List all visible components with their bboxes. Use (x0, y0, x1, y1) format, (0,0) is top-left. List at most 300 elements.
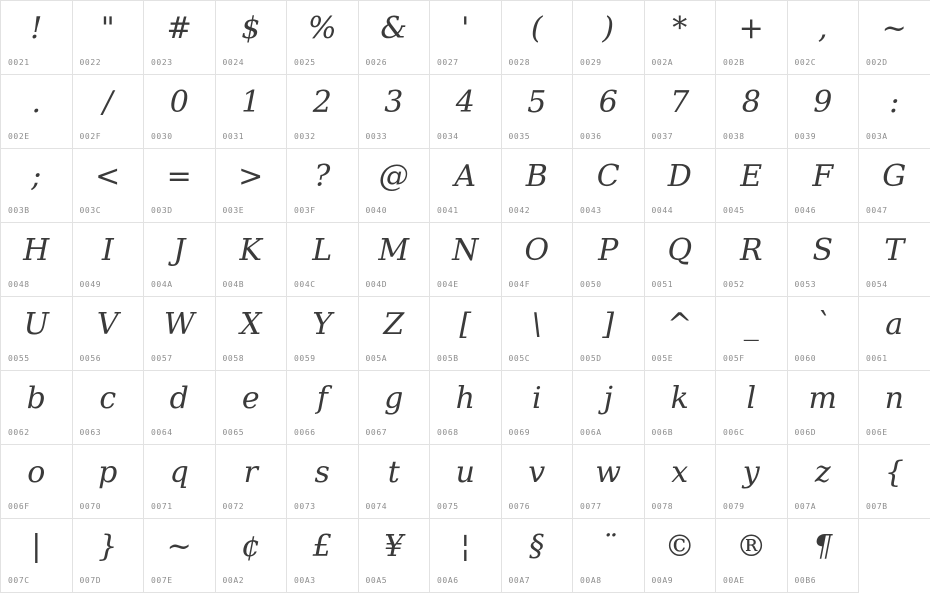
glyph-character: r (243, 455, 258, 490)
glyph-character: Z (383, 307, 405, 342)
glyph-cell[interactable] (73, 1, 145, 75)
glyph-codepoint: 0055 (8, 354, 30, 363)
glyph-character: v (528, 455, 546, 490)
glyph-codepoint: 0035 (508, 132, 531, 141)
glyph-character: © (664, 529, 695, 564)
glyph-character: N (452, 233, 479, 268)
glyph-character: s (314, 455, 330, 490)
glyph-character: c (99, 381, 117, 416)
glyph-codepoint: 0051 (651, 280, 674, 289)
glyph-cell[interactable] (645, 297, 717, 371)
glyph-codepoint: 0028 (508, 58, 531, 67)
glyph-cell[interactable] (359, 223, 431, 297)
glyph-codepoint: 004D (365, 280, 388, 289)
glyph-character: P (598, 233, 619, 268)
glyph-cell[interactable] (430, 445, 502, 519)
glyph-codepoint: 002E (8, 132, 30, 141)
glyph-character: W (163, 307, 195, 342)
glyph-character: l (746, 381, 757, 416)
glyph-cell[interactable] (216, 371, 288, 445)
glyph-codepoint: 00AE (723, 576, 745, 585)
glyph-cell[interactable] (788, 445, 860, 519)
glyph-character: : (889, 85, 900, 120)
glyph-codepoint: 0049 (79, 280, 102, 289)
glyph-codepoint: 00B6 (794, 576, 817, 585)
glyph-character: ¶ (813, 529, 833, 564)
glyph-character: ~ (881, 11, 907, 46)
glyph-character: ] (602, 307, 615, 342)
glyph-codepoint: 0072 (222, 502, 245, 511)
glyph-character: D (667, 159, 692, 194)
glyph-codepoint: 003C (79, 206, 102, 215)
glyph-cell[interactable] (144, 297, 216, 371)
glyph-cell[interactable] (573, 1, 645, 75)
glyph-cell[interactable] (502, 1, 574, 75)
glyph-codepoint: 0052 (723, 280, 745, 289)
glyph-codepoint: 0068 (437, 428, 459, 437)
glyph-cell[interactable] (430, 149, 502, 223)
glyph-character: + (738, 11, 764, 46)
glyph-codepoint: 0036 (580, 132, 602, 141)
glyph-cell[interactable] (788, 371, 860, 445)
glyph-cell[interactable] (359, 149, 431, 223)
glyph-cell[interactable] (430, 519, 502, 593)
glyph-character: B (525, 159, 548, 194)
glyph-cell[interactable] (359, 445, 431, 519)
glyph-character: { (884, 455, 904, 490)
glyph-codepoint: 003D (151, 206, 173, 215)
glyph-cell[interactable] (216, 75, 288, 149)
glyph-cell[interactable] (716, 519, 788, 593)
glyph-cell[interactable] (1, 445, 73, 519)
glyph-codepoint: 0029 (580, 58, 602, 67)
glyph-cell[interactable] (287, 297, 359, 371)
glyph-codepoint: 00A8 (580, 576, 602, 585)
glyph-codepoint: 004E (437, 280, 459, 289)
glyph-character: ` (815, 307, 831, 342)
glyph-character: 3 (384, 85, 404, 120)
glyph-codepoint: 0079 (723, 502, 745, 511)
glyph-cell[interactable] (573, 149, 645, 223)
glyph-codepoint: 002B (723, 58, 745, 67)
glyph-cell[interactable] (859, 445, 930, 519)
glyph-character: 7 (670, 85, 690, 120)
glyph-character: 2 (312, 85, 332, 120)
glyph-codepoint: 0060 (794, 354, 817, 363)
glyph-character: ¢ (241, 529, 261, 564)
glyph-codepoint: 0034 (437, 132, 459, 141)
glyph-character: q (169, 455, 189, 490)
glyph-codepoint: 0063 (79, 428, 102, 437)
glyph-character: % (307, 11, 337, 46)
glyph-cell[interactable] (1, 149, 73, 223)
glyph-character: T (884, 233, 905, 268)
glyph-character: / (102, 85, 113, 120)
glyph-cell[interactable] (573, 371, 645, 445)
glyph-character: K (239, 233, 262, 268)
glyph-codepoint: 0039 (794, 132, 817, 141)
glyph-character: e (241, 381, 260, 416)
glyph-cell[interactable] (859, 149, 930, 223)
glyph-cell[interactable] (216, 1, 288, 75)
glyph-cell[interactable] (573, 223, 645, 297)
glyph-codepoint: 0032 (294, 132, 316, 141)
glyph-codepoint: 0040 (365, 206, 388, 215)
glyph-codepoint: 0078 (651, 502, 674, 511)
glyph-cell[interactable] (430, 223, 502, 297)
glyph-cell[interactable] (73, 297, 145, 371)
glyph-character: d (169, 381, 189, 416)
glyph-codepoint: 004A (151, 280, 173, 289)
glyph-codepoint: 002A (651, 58, 674, 67)
glyph-codepoint: 006D (794, 428, 817, 437)
glyph-character: } (98, 529, 118, 564)
glyph-character: a (885, 307, 904, 342)
glyph-codepoint: 002C (794, 58, 817, 67)
glyph-cell[interactable] (73, 149, 145, 223)
glyph-cell[interactable] (216, 297, 288, 371)
glyph-codepoint: 0030 (151, 132, 173, 141)
glyph-character: Y (312, 307, 333, 342)
glyph-cell[interactable] (573, 445, 645, 519)
glyph-character: V (96, 307, 119, 342)
glyph-character: A (454, 159, 477, 194)
glyph-codepoint: 004F (508, 280, 531, 289)
glyph-character: ¥ (384, 529, 404, 564)
glyph-character: U (23, 307, 49, 342)
glyph-cell[interactable] (1, 75, 73, 149)
glyph-codepoint: 004B (222, 280, 245, 289)
glyph-cell[interactable] (73, 371, 145, 445)
glyph-cell[interactable] (502, 519, 574, 593)
glyph-cell[interactable] (144, 371, 216, 445)
glyph-codepoint: 00A6 (437, 576, 459, 585)
glyph-character: . (31, 85, 42, 120)
glyph-cell[interactable] (287, 519, 359, 593)
glyph-character: m (808, 381, 837, 416)
glyph-codepoint: 0058 (222, 354, 245, 363)
glyph-cell[interactable] (144, 75, 216, 149)
glyph-codepoint: 007C (8, 576, 30, 585)
glyph-character: I (101, 233, 114, 268)
glyph-cell[interactable] (716, 445, 788, 519)
glyph-character: ( (530, 11, 543, 46)
glyph-codepoint: 006A (580, 428, 602, 437)
glyph-cell[interactable] (645, 149, 717, 223)
glyph-character: X (240, 307, 262, 342)
glyph-character: ® (736, 529, 767, 564)
glyph-cell[interactable] (287, 75, 359, 149)
glyph-codepoint: 0024 (222, 58, 245, 67)
glyph-codepoint: 0033 (365, 132, 388, 141)
glyph-cell[interactable] (573, 297, 645, 371)
glyph-character: R (739, 233, 763, 268)
glyph-codepoint: 0022 (79, 58, 102, 67)
glyph-codepoint: 006C (723, 428, 745, 437)
glyph-cell[interactable] (144, 1, 216, 75)
glyph-cell[interactable] (1, 371, 73, 445)
glyph-character: [ (459, 307, 472, 342)
glyph-cell[interactable] (216, 519, 288, 593)
glyph-codepoint: 0064 (151, 428, 173, 437)
glyph-cell[interactable] (788, 297, 860, 371)
glyph-cell[interactable] (287, 223, 359, 297)
glyph-codepoint: 00A7 (508, 576, 531, 585)
glyph-character: y (742, 455, 760, 490)
glyph-character: ^ (667, 307, 693, 342)
glyph-codepoint: 0054 (866, 280, 888, 289)
glyph-character: ¨ (600, 529, 616, 564)
glyph-character: o (27, 455, 46, 490)
glyph-character: g (384, 381, 404, 416)
glyph-cell[interactable] (645, 445, 717, 519)
glyph-codepoint: 003E (222, 206, 245, 215)
glyph-codepoint: 0065 (222, 428, 245, 437)
glyph-codepoint: 0073 (294, 502, 316, 511)
glyph-codepoint: 0077 (580, 502, 602, 511)
glyph-codepoint: 006E (866, 428, 888, 437)
glyph-cell[interactable] (502, 223, 574, 297)
glyph-character: w (595, 455, 622, 490)
glyph-cell[interactable] (1, 297, 73, 371)
glyph-character: \ (531, 307, 542, 342)
glyph-cell[interactable] (73, 519, 145, 593)
glyph-cell[interactable] (502, 297, 574, 371)
glyph-codepoint: 0047 (866, 206, 888, 215)
glyph-character: n (884, 381, 904, 416)
glyph-character: * (672, 11, 688, 46)
glyph-cell[interactable] (859, 1, 930, 75)
glyph-character: z (814, 455, 831, 490)
glyph-cell[interactable] (359, 297, 431, 371)
glyph-cell[interactable] (144, 149, 216, 223)
glyph-character: $ (241, 11, 261, 46)
glyph-codepoint: 0066 (294, 428, 316, 437)
glyph-character: ' (461, 11, 470, 46)
glyph-character: E (740, 159, 763, 194)
glyph-cell[interactable] (1, 1, 73, 75)
glyph-character: G (882, 159, 907, 194)
glyph-codepoint: 003F (294, 206, 316, 215)
glyph-cell[interactable] (1, 519, 73, 593)
glyph-codepoint: 0042 (508, 206, 531, 215)
glyph-cell[interactable] (502, 75, 574, 149)
glyph-character: | (31, 529, 42, 564)
glyph-character: " (100, 11, 115, 46)
glyph-codepoint: 0056 (79, 354, 102, 363)
glyph-cell[interactable] (716, 149, 788, 223)
glyph-character: L (312, 233, 333, 268)
glyph-cell[interactable] (430, 75, 502, 149)
glyph-cell[interactable] (359, 519, 431, 593)
glyph-character: F (812, 159, 834, 194)
glyph-cell[interactable] (716, 371, 788, 445)
glyph-cell[interactable] (73, 445, 145, 519)
glyph-character: M (378, 233, 410, 268)
glyph-codepoint: 0027 (437, 58, 459, 67)
glyph-character: h (455, 381, 475, 416)
glyph-character: H (23, 233, 50, 268)
glyph-character: x (671, 455, 689, 490)
glyph-cell[interactable] (788, 223, 860, 297)
glyph-codepoint: 0062 (8, 428, 30, 437)
glyph-cell[interactable] (573, 75, 645, 149)
glyph-character: Q (667, 233, 693, 268)
glyph-cell[interactable] (359, 1, 431, 75)
glyph-character: £ (312, 529, 332, 564)
glyph-codepoint: 0067 (365, 428, 388, 437)
glyph-codepoint: 004C (294, 280, 316, 289)
glyph-character: ) (602, 11, 615, 46)
glyph-codepoint: 0048 (8, 280, 30, 289)
glyph-cell[interactable] (788, 1, 860, 75)
glyph-cell[interactable] (144, 445, 216, 519)
glyph-codepoint: 0041 (437, 206, 459, 215)
glyph-cell[interactable] (859, 75, 930, 149)
glyph-codepoint: 0031 (222, 132, 245, 141)
glyph-codepoint: 0021 (8, 58, 30, 67)
glyph-codepoint: 0053 (794, 280, 817, 289)
glyph-cell[interactable] (430, 1, 502, 75)
glyph-character: § (529, 529, 545, 564)
glyph-character: S (812, 233, 834, 268)
glyph-cell[interactable] (1, 223, 73, 297)
glyph-character: u (455, 455, 475, 490)
glyph-codepoint: 005B (437, 354, 459, 363)
glyph-codepoint: 0026 (365, 58, 388, 67)
glyph-character: t (387, 455, 400, 490)
glyph-codepoint: 0071 (151, 502, 173, 511)
glyph-character: ; (31, 159, 42, 194)
glyph-codepoint: 00A9 (651, 576, 674, 585)
glyph-codepoint: 0074 (365, 502, 388, 511)
glyph-cell[interactable] (359, 371, 431, 445)
glyph-codepoint: 006F (8, 502, 30, 511)
glyph-codepoint: 007A (794, 502, 817, 511)
glyph-codepoint: 0069 (508, 428, 531, 437)
glyph-cell[interactable] (144, 223, 216, 297)
glyph-character: , (817, 11, 828, 46)
glyph-codepoint: 007E (151, 576, 173, 585)
glyph-codepoint: 0046 (794, 206, 817, 215)
glyph-cell[interactable] (788, 75, 860, 149)
glyph-character: # (166, 11, 192, 46)
glyph-character: 9 (813, 85, 833, 120)
glyph-cell[interactable] (144, 519, 216, 593)
glyph-cell[interactable] (287, 1, 359, 75)
glyph-codepoint: 003A (866, 132, 888, 141)
glyph-cell[interactable] (502, 149, 574, 223)
glyph-cell[interactable] (859, 371, 930, 445)
glyph-codepoint: 0050 (580, 280, 602, 289)
glyph-cell[interactable] (502, 445, 574, 519)
glyph-cell[interactable] (430, 297, 502, 371)
glyph-cell[interactable] (216, 445, 288, 519)
glyph-character: 1 (241, 85, 261, 120)
glyph-cell[interactable] (287, 149, 359, 223)
glyph-cell[interactable] (645, 75, 717, 149)
glyph-character: 0 (169, 85, 189, 120)
glyph-cell[interactable] (287, 445, 359, 519)
glyph-character: 8 (741, 85, 761, 120)
glyph-character: ? (314, 159, 331, 194)
glyph-character: j (603, 381, 613, 416)
glyph-codepoint: 0057 (151, 354, 173, 363)
glyph-cell[interactable] (645, 519, 717, 593)
glyph-cell[interactable] (645, 1, 717, 75)
glyph-character: J (173, 233, 186, 268)
glyph-cell[interactable] (788, 149, 860, 223)
glyph-codepoint: 00A3 (294, 576, 316, 585)
glyph-cell[interactable] (430, 371, 502, 445)
glyph-cell[interactable] (73, 75, 145, 149)
glyph-codepoint: 0061 (866, 354, 888, 363)
glyph-codepoint: 0043 (580, 206, 602, 215)
glyph-cell[interactable] (73, 223, 145, 297)
glyph-character: k (670, 381, 689, 416)
glyph-character: = (166, 159, 192, 194)
glyph-character: & (380, 11, 408, 46)
glyph-codepoint: 0045 (723, 206, 745, 215)
glyph-codepoint: 0076 (508, 502, 531, 511)
glyph-character: < (95, 159, 121, 194)
glyph-cell[interactable] (216, 149, 288, 223)
glyph-cell[interactable] (216, 223, 288, 297)
glyph-codepoint: 0025 (294, 58, 316, 67)
glyph-character: > (238, 159, 264, 194)
glyph-codepoint: 007D (79, 576, 102, 585)
glyph-character: 4 (455, 85, 475, 120)
glyph-codepoint: 0023 (151, 58, 173, 67)
glyph-character: C (596, 159, 620, 194)
glyph-cell[interactable] (716, 75, 788, 149)
glyph-codepoint: 005D (580, 354, 602, 363)
glyph-codepoint: 003B (8, 206, 30, 215)
glyph-character: f (316, 381, 328, 416)
glyph-cell[interactable] (859, 223, 930, 297)
glyph-cell[interactable] (287, 371, 359, 445)
glyph-codepoint: 0038 (723, 132, 745, 141)
glyph-codepoint: 002D (866, 58, 888, 67)
glyph-codepoint: 00A2 (222, 576, 245, 585)
glyph-cell[interactable] (716, 223, 788, 297)
glyph-codepoint: 0059 (294, 354, 316, 363)
glyph-cell[interactable] (859, 297, 930, 371)
glyph-character: _ (743, 307, 759, 342)
glyph-character: p (98, 455, 118, 490)
glyph-cell[interactable] (573, 519, 645, 593)
glyph-cell[interactable] (359, 75, 431, 149)
glyph-codepoint: 007B (866, 502, 888, 511)
glyph-character: O (524, 233, 550, 268)
glyph-character: ! (30, 11, 43, 46)
glyph-cell[interactable] (788, 519, 860, 593)
glyph-codepoint: 002F (79, 132, 102, 141)
glyph-character: @ (378, 159, 409, 194)
glyph-cell[interactable] (502, 371, 574, 445)
glyph-character: ¦ (460, 529, 471, 564)
glyph-character: 6 (598, 85, 618, 120)
glyph-cell[interactable] (716, 297, 788, 371)
glyph-cell[interactable] (645, 371, 717, 445)
glyph-cell[interactable] (716, 1, 788, 75)
glyph-codepoint: 0070 (79, 502, 102, 511)
glyph-codepoint: 005A (365, 354, 388, 363)
glyph-codepoint: 006B (651, 428, 674, 437)
glyph-codepoint: 005F (723, 354, 745, 363)
glyph-cell[interactable] (645, 223, 717, 297)
glyph-codepoint: 00A5 (365, 576, 388, 585)
